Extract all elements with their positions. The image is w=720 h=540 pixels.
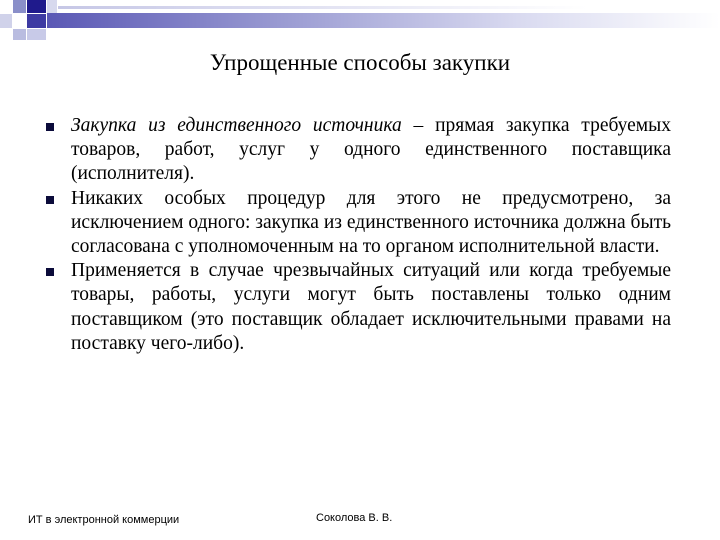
bullet-square-icon (46, 123, 54, 131)
bullet-item (46, 187, 671, 260)
decor-square (27, 0, 46, 13)
decor-square (0, 14, 12, 28)
footer-course-name: ИТ в электронной коммерции (28, 514, 180, 526)
bullet-item (46, 259, 671, 356)
decor-square (13, 0, 26, 13)
slide-title: Упрощенные способы закупки (209, 50, 511, 75)
header-thin-stripe (58, 6, 720, 9)
bullet-item (46, 114, 671, 187)
bullet-term: Закупка из единственного источника (71, 115, 402, 136)
bullet-text: Применяется в случае чрезвычайных ситуаций или когда требуемые товары, работы, услуги могут быть поставлены только одним поставщиком (это поставщик обладает исключительными правами на поставку чего-либо). (71, 260, 671, 354)
bullet-list (46, 114, 671, 356)
decor-square (13, 29, 26, 40)
decor-square (13, 14, 26, 28)
footer-author: Соколова В. В. (316, 512, 393, 524)
decor-square (27, 14, 46, 28)
bullet-text: Никаких особых процедур для этого не предусмотрено, за исключением одного: закупка из единственного источника должна быть согласована с уполномоченным на то органом исполнительной власти. (71, 187, 671, 258)
decor-square (27, 29, 46, 40)
bullet-square-icon (46, 268, 54, 276)
header-gradient-bar (47, 13, 720, 28)
bullet-square-icon (46, 196, 54, 204)
decor-square (47, 0, 57, 13)
bullet-text: – прямая закупка требуемых товаров, работ, услуг у одного единственного поставщика (исполнителя). (71, 115, 671, 185)
